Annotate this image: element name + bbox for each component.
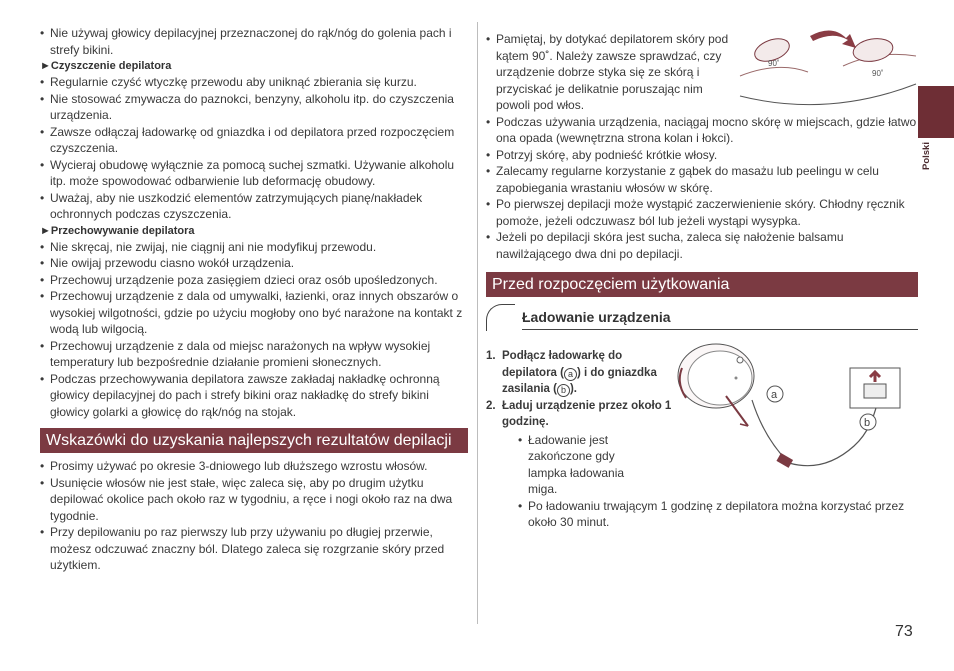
language-label: Polski	[921, 142, 932, 170]
list-item: • Przechowuj urządzenie z dala od miejsc narażonych na wpływ wysokiej temperatury lub bezpośrednie działanie promieni słonecznych.	[40, 338, 468, 371]
list-item: • Usunięcie włosów nie jest stałe, więc zaleca się, aby po drugim użytku depilować okolice pach około raz w tygodniu, a ręce i nogi około raz na dwa tygodnie.	[40, 475, 468, 525]
subheading-arc	[486, 304, 515, 331]
page-number: 73	[895, 623, 913, 640]
list-item: • Jeżeli po depilacji skóra jest sucha, zaleca się nałożenie balsamu nawilżającego dwa dni po depilacji.	[486, 229, 918, 262]
step-2: 2. Ładuj urządzenie przez około 1 godzinę.	[486, 399, 672, 428]
list-item: • Przechowuj urządzenie poza zasięgiem dzieci oraz osób upośledzonych.	[40, 272, 468, 289]
list-item: • Nie owijaj przewodu ciasno wokół urządzenia.	[40, 255, 468, 272]
storage-list	[40, 239, 468, 421]
charging-title: Ładowanie urządzenia	[522, 309, 671, 325]
list-item: • Przechowuj urządzenie z dala od umywalki, łazienki, oraz innych obszarów o wysokiej wilgotności, gdzie po użyciu mogłoby ono być narażone na kontakt z wodą lub wilgocią.	[40, 288, 468, 338]
list-item: • Nie stosować zmywacza do paznokci, benzyny, alkoholu itp. do czyszczenia urządzenia.	[40, 91, 468, 124]
label-a-circle: a	[564, 368, 577, 381]
intro-list	[40, 25, 468, 58]
list-item: • Podczas przechowywania depilatora zawsze zakładaj nakładkę ochronną głowicy depilacyjnej do pach i strefy bikini oraz nakładkę do strefy bikini głowicy golarki a głowicę do rąk/nóg na stojak.	[40, 371, 468, 421]
list-item: • Zawsze odłączaj ładowarkę od gniazdka i od depilatora przed rozpoczęciem czyszczenia.	[40, 124, 468, 157]
angle-label-2: 90˚	[872, 69, 884, 78]
list-item: • Uważaj, aby nie uszkodzić elementów zatrzymujących pianę/nakładek ochronnych podczas czyszczenia.	[40, 190, 468, 223]
list-item: • Zalecamy regularne korzystanie z gąbek do masażu lub peelingu w celu zapobiegania wrastaniu włosów w skórę.	[486, 163, 918, 196]
cleaning-list	[40, 74, 468, 223]
subheading-rule	[522, 329, 918, 330]
charging-instructions	[486, 348, 918, 531]
callout-a: a	[771, 389, 778, 401]
list-item: • Ładowanie jest zakończone gdy lampka ładowania miga.	[518, 432, 646, 498]
list-item: • Nie używaj głowicy depilacyjnej przeznaczonej do rąk/nóg do golenia pach i strefy bikini.	[40, 25, 468, 58]
tips-section-heading: Wskazówki do uzyskania najlepszych rezultatów depilacji	[40, 428, 468, 453]
angle-label-1: 90˚	[768, 59, 780, 68]
column-divider	[477, 22, 478, 624]
list-item: • Potrzyj skórę, aby podnieść krótkie włosy.	[486, 147, 918, 164]
step-1: 1. Podłącz ładowarkę do depilatora ( a ) i do gniazdka zasilania ( b ).	[486, 350, 657, 395]
charging-subheading	[486, 304, 918, 330]
charging-illustration	[674, 338, 910, 483]
list-item: • Pamiętaj, by dotykać depilatorem skóry pod kątem 90˚. Należy zawsze sprawdzać, czy urządzenie dobrze styka się ze skórą i przyciskać je delikatnie poruszając nim powoli pod włos.	[486, 31, 918, 114]
list-item: • Po pierwszej depilacji może wystąpić zaczerwienienie skóry. Chłodny ręcznik pomoże, jeżeli odczuwasz ból lub jeżeli wystąpi wysypka.	[486, 196, 918, 229]
cleaning-subheading: ►Czyszczenie depilatora	[40, 60, 172, 72]
callout-b: b	[864, 417, 871, 429]
left-column	[40, 0, 468, 574]
before-use-section-heading: Przed rozpoczęciem użytkowania	[486, 272, 918, 297]
charging-steps	[486, 348, 676, 431]
list-item: • Po ładowaniu trwającym 1 godzinę z depilatora można korzystać przez około 30 minut.	[518, 498, 918, 531]
tips-continued-list	[486, 31, 918, 262]
list-item: • Podczas używania urządzenia, naciągaj mocno skórę w miejscach, gdzie łatwo ona opada (wewnętrzna strona kolan i łokci).	[486, 114, 918, 147]
list-item: • Regularnie czyść wtyczkę przewodu aby uniknąć zbierania się kurzu.	[40, 74, 468, 91]
list-item: • Prosimy używać po okresie 3-dniowego lub dłuższego wzrostu włosów.	[40, 458, 468, 475]
storage-subheading: ►Przechowywanie depilatora	[40, 224, 195, 237]
label-b-circle: b	[557, 384, 570, 397]
list-item: • Wycieraj obudowę wyłącznie za pomocą suchej szmatki. Używanie alkoholu itp. może spowodować odbarwienie lub deformację obudowy.	[40, 157, 468, 190]
tips-list	[40, 458, 468, 574]
language-tab	[918, 86, 954, 138]
right-column	[486, 0, 918, 531]
list-item: • Przy depilowaniu po raz pierwszy lub przy używaniu po długiej przerwie, możesz odczuwać znaczny ból. Dlatego zaleca się rozgrzanie skóry przed użytkiem.	[40, 524, 468, 574]
list-item: • Nie skręcaj, nie zwijaj, nie ciągnij ani nie modyfikuj przewodu.	[40, 239, 468, 256]
